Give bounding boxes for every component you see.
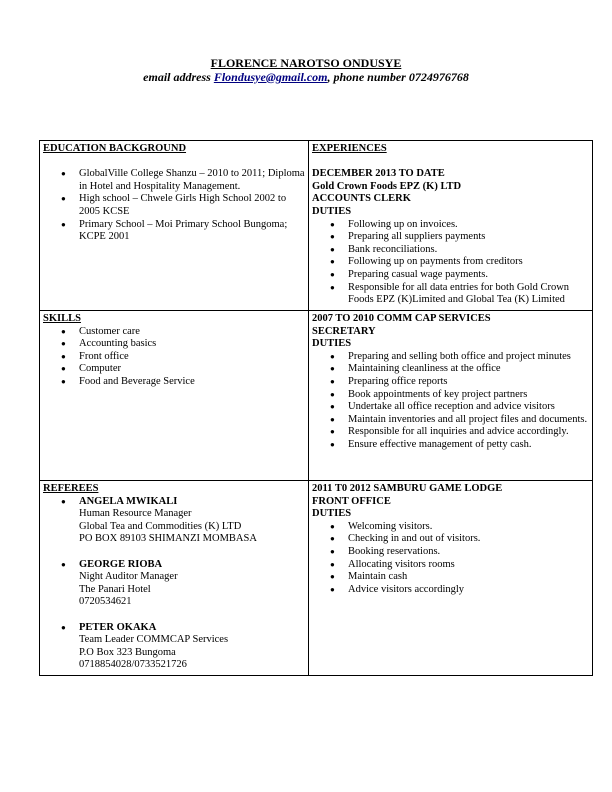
list-item: ● Accounting basics <box>43 338 305 351</box>
duties-list <box>312 351 590 452</box>
referees-heading: REFEREES <box>43 483 99 494</box>
experience-cell-2 <box>309 311 593 454</box>
list-item: ● Book appointments of key project partners <box>312 389 590 402</box>
duties-list <box>312 219 590 307</box>
job-period: 2007 TO 2010 COMM CAP SERVICES <box>312 313 491 324</box>
list-item: ● Checking in and out of visitors. <box>312 533 590 546</box>
list-item: ● Booking reservations. <box>312 546 590 559</box>
list-item: ● Computer <box>43 363 305 376</box>
referee: ● GEORGE RIOBA Night Auditor Manager The Panari Hotel 0720534621 <box>43 559 305 622</box>
job-company: Gold Crown Foods EPZ (K) LTD <box>312 180 462 192</box>
referees-cell <box>40 481 308 674</box>
list-item: ● Responsible for all data entries for both Gold Crown Foods EPZ (K)Limited and Global Tea (K) Limited <box>312 282 590 307</box>
experience-cell-1 <box>309 141 593 309</box>
experience-cell-3 <box>309 481 593 598</box>
referees-list <box>43 496 305 672</box>
skills-list <box>43 326 305 389</box>
list-item: ● Advice visitors accordingly <box>312 584 590 597</box>
list-item: ● Maintain cash <box>312 571 590 584</box>
list-item: ● GlobalVille College Shanzu – 2010 to 2011; Diploma in Hotel and Hospitality Management. <box>43 168 305 193</box>
skills-cell <box>40 311 308 391</box>
job-role: SECRETARY <box>312 325 376 337</box>
skills-heading: SKILLS <box>43 313 81 324</box>
resume-table <box>39 140 593 676</box>
list-item: ● Maintaining cleanliness at the office <box>312 363 590 376</box>
list-item: ● Preparing all suppliers payments <box>312 231 590 244</box>
list-item: ● Following up on payments from creditors <box>312 256 590 269</box>
list-item: ● Preparing casual wage payments. <box>312 269 590 282</box>
list-item: ● Responsible for all inquiries and advice accordingly. <box>312 426 590 439</box>
list-item: ● Welcoming visitors. <box>312 521 590 534</box>
education-heading: EDUCATION BACKGROUND <box>43 143 187 154</box>
list-item: ● Preparing and selling both office and project minutes <box>312 351 590 364</box>
list-item: ● Customer care <box>43 326 305 339</box>
list-item: ● Front office <box>43 351 305 364</box>
job-period: 2011 T0 2012 SAMBURU GAME LODGE <box>312 483 503 494</box>
list-item: ● Bank reconciliations. <box>312 244 590 257</box>
list-item: ● Primary School – Moi Primary School Bungoma; KCPE 2001 <box>43 219 305 244</box>
list-item: ● Following up on invoices. <box>312 219 590 232</box>
candidate-name: FLORENCE NAROTSO ONDUSYE <box>210 56 402 70</box>
list-item: ● High school – Chwele Girls High School 2002 to 2005 KCSE <box>43 193 305 218</box>
education-cell <box>40 141 308 246</box>
duties-label: DUTIES <box>312 205 352 217</box>
list-item: ● Allocating visitors rooms <box>312 559 590 572</box>
list-item: ● Undertake all office reception and advice visitors <box>312 401 590 414</box>
duties-list <box>312 521 590 597</box>
education-list <box>43 168 305 244</box>
duties-label: DUTIES <box>312 508 352 520</box>
contact-line: email address Flondusye@gmail.com, phone number 0724976768 <box>143 70 469 84</box>
email-link[interactable]: Flondusye@gmail.com <box>213 70 328 84</box>
duties-label: DUTIES <box>312 338 352 350</box>
referee: ● ANGELA MWIKALI Human Resource Manager Global Tea and Commodities (K) LTD PO BOX 89103 SHIMANZI MOMBASA <box>43 496 305 559</box>
experiences-heading: EXPERIENCES <box>312 143 387 154</box>
referee: ● PETER OKAKA Team Leader COMMCAP Services P.O Box 323 Bungoma 0718854028/0733521726 <box>43 622 305 672</box>
list-item: ● Preparing office reports <box>312 376 590 389</box>
job-role: ACCOUNTS CLERK <box>312 193 411 205</box>
list-item: ● Food and Beverage Service <box>43 376 305 389</box>
job-period: DECEMBER 2013 TO DATE <box>312 168 445 180</box>
list-item: ● Maintain inventories and all project files and documents. <box>312 414 590 427</box>
list-item: ● Ensure effective management of petty cash. <box>312 439 590 452</box>
job-role: FRONT OFFICE <box>312 495 391 507</box>
